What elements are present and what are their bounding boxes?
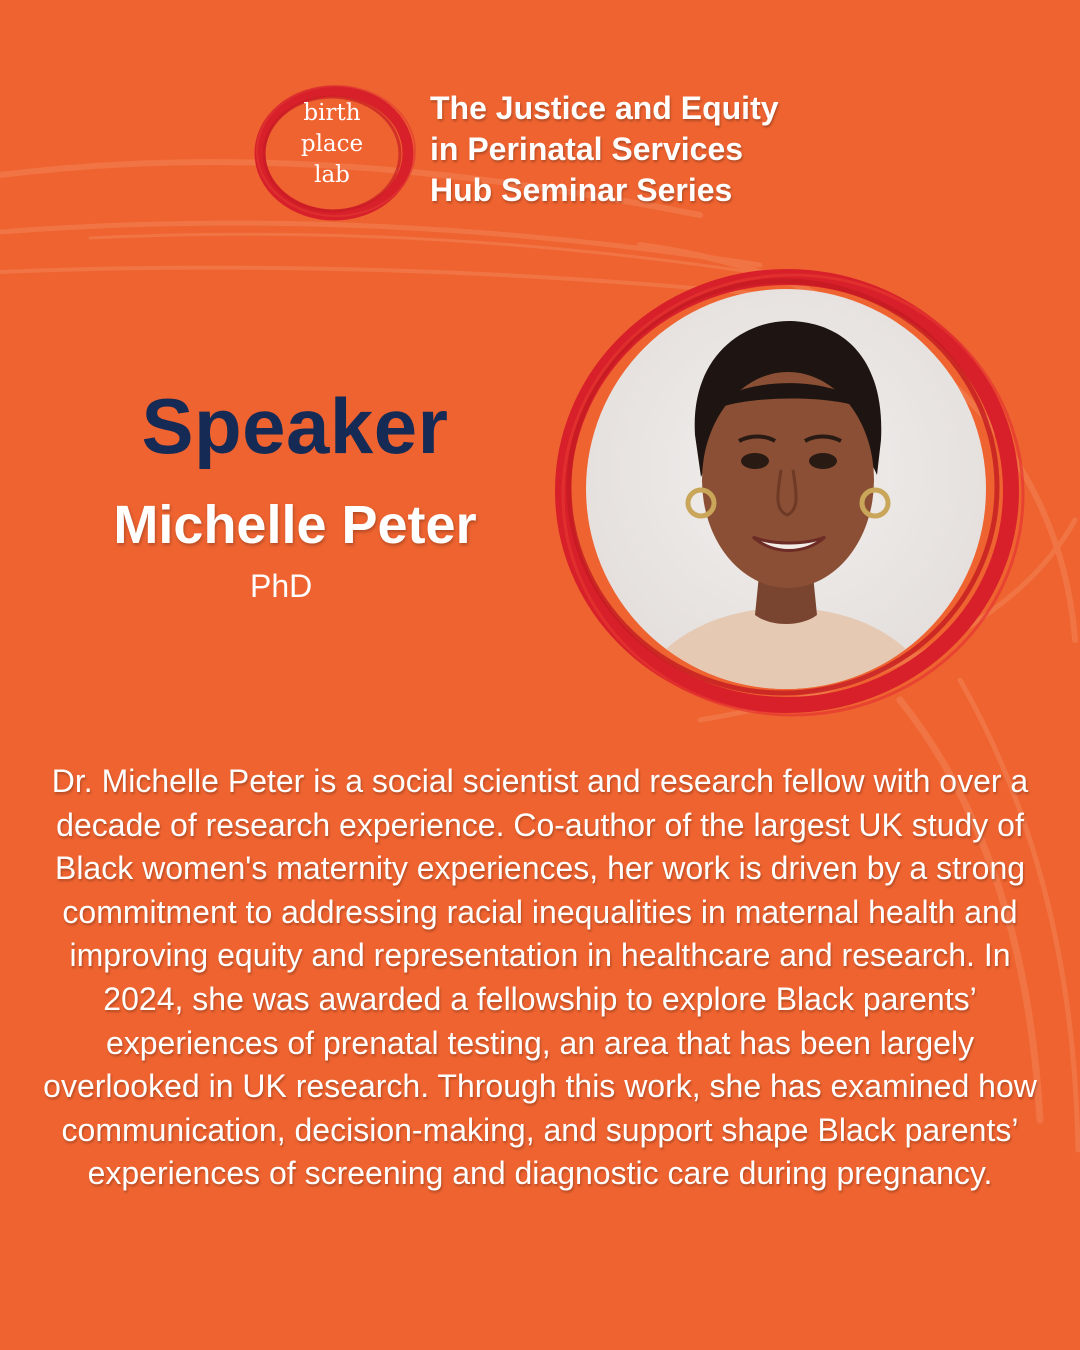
seminar-series-title: [430, 88, 950, 211]
speaker-name: Michelle Peter: [113, 495, 477, 555]
speaker-heading: Speaker: [141, 382, 449, 470]
speaker-portrait: [555, 265, 1025, 720]
logo-line-place: place: [300, 131, 364, 157]
series-title-line-2: in Perinatal Services: [430, 131, 744, 167]
logo-line-lab: lab: [314, 162, 350, 188]
speaker-credential: PhD: [250, 568, 313, 604]
logo-wordmark: [262, 98, 402, 191]
series-title-line-3: Hub Seminar Series: [430, 172, 733, 208]
series-title-line-1: The Justice and Equity: [430, 90, 779, 126]
logo-line-birth: birth: [303, 100, 361, 126]
speaker-bio: Dr. Michelle Peter is a social scientist and research fellow with over a decade of research experience. Co-author of the largest UK study of Black women's maternity experiences, her work is driven by a strong commitment to addressing racial inequalities in maternal health and improving equity and representation in healthcare and research. In 2024, she was awarded a fellowship to explore Black parents’ experiences of prenatal testing, an area that has been largely overlooked in UK research. Through this work, she has examined how communication, decision-making, and support shape Black parents’ experiences of screening and diagnostic care during pregnancy.: [43, 763, 1037, 1192]
